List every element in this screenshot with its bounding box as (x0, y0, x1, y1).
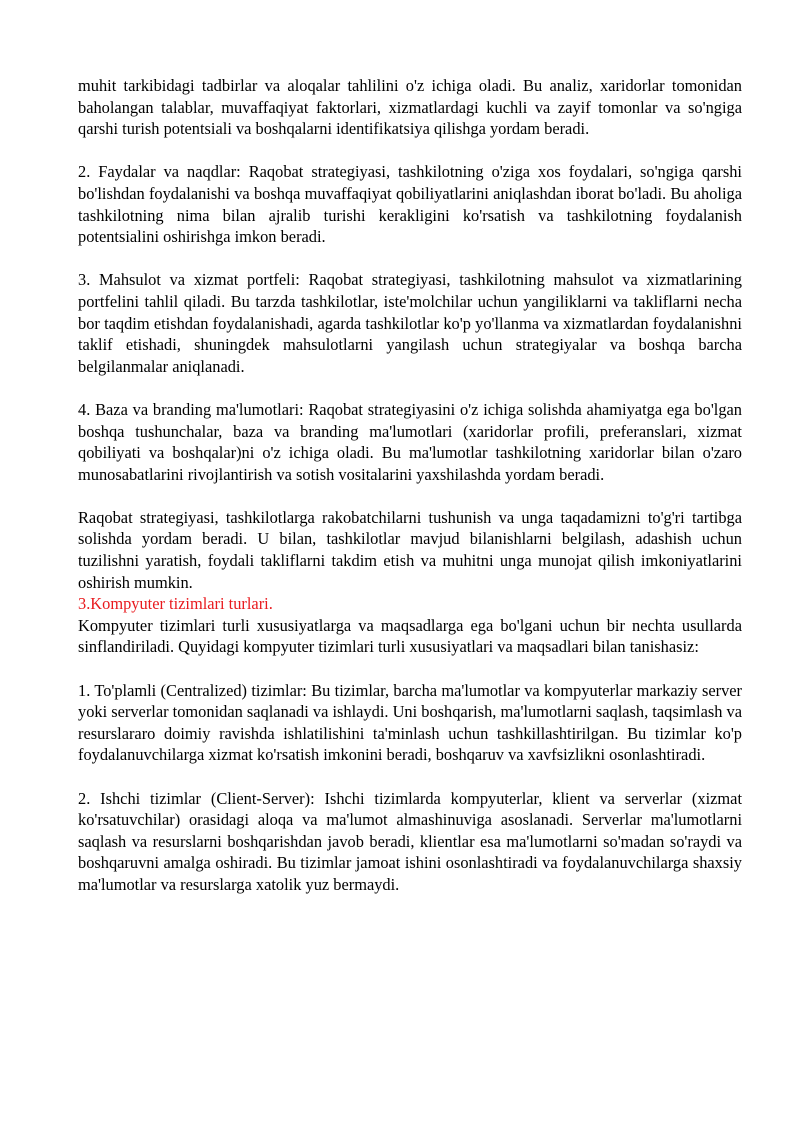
paragraph-strategy-summary: Raqobat strategiyasi, tashkilotlarga rakobatchilarni tushunish va unga taqadamizni to'g'ri tartibga solishda yordam beradi. U bilan, tashkilotlar mavjud bilanishlarni belgilash, adashish uchun tuzilishni yaratish, foydali takliflarni takdim etish va muhitni unga munojat qilish imkoniyatlarini oshirish mumkin. (78, 507, 742, 592)
paragraph-environment-analysis: muhit tarkibidagi tadbirlar va aloqalar tahlilini o'z ichiga oladi. Bu analiz, xaridorlar tomonidan baholangan talablar, muvaffaqiyat faktorlari, xizmatlardagi kuchli va zayif tomonlar va so'ngiga qarshi turish potentsiali va boshqalarni identifikatsiya qilishga yordam beradi. (78, 76, 742, 139)
paragraph-systems-intro: Kompyuter tizimlari turli xususiyatlarga va maqsadlarga ega bo'lgani uchun bir nechta usullarda sinflandiriladi. Quyidagi kompyuter tizimlari turli xususiyatlari va maqsadlari bilan tanishasiz: (78, 615, 742, 657)
paragraph-benefits: 2. Faydalar va naqdlar: Raqobat strategiyasi, tashkilotning o'ziga xos foydalari, so'ngiga qarshi bo'lishdan foydalanishi va boshqa muvaffaqiyat qobiliyatlarini aniqlashdan iborat bo'ladi. Bu aholiga tashkilotning nima bilan ajralib turishi kerakligini ko'rsatish va tashkilotning foydalanish potentsialini oshirishga imkon beradi. (78, 162, 742, 247)
paragraph-product-portfolio: 3. Mahsulot va xizmat portfeli: Raqobat strategiyasi, tashkilotning mahsulot va xizmatlarining portfelini tahlil qiladi. Bu tarzda tashkilotlar, iste'molchilar uchun yangiliklarni va takliflarni necha bor taqdim etishdan foydalanishadi, agarda tashkilotlar ko'p yo'llanma va xizmatlardan foydalanishni taklif etishadi, shuningdek mahsulotlarni yangilash uchun strategiyalar va boshqa barcha belgilanmalar aniqlanadi. (78, 270, 742, 376)
document-page (78, 75, 742, 896)
paragraph-client-server-systems: 2. Ishchi tizimlar (Client-Server): Ishchi tizimlarda kompyuterlar, klient va serverlar (xizmat ko'rsatuvchilar) orasidagi aloqa va ma'lumot almashinuviga asoslanadi. Serverlar ma'lumotlarni saqlash va resurslarni boshqarishdan javob beradi, klientlar esa ma'lumotlarni so'madan so'raydi va boshqaruvni amalga oshiradi. Bu tizimlar jamoat ishini osonlashtiradi va foydalanuvchilarga shaxsiy ma'lumotlar va resurslarga xatolik yuz bermaydi. (78, 788, 742, 894)
section-heading: 3.Kompyuter tizimlari turlari. (78, 594, 273, 614)
paragraph-branding: 4. Baza va branding ma'lumotlari: Raqobat strategiyasini o'z ichiga solishda ahamiyatga ega bo'lgan boshqa tushunchalar, baza va branding ma'lumotlari (xaridorlar profili, preferanslari, xizmat qobiliyati va boshqalar)ni o'z ichiga oladi. Bu ma'lumotlar tashkilotning xaridorlar bilan o'zaro munosabatlarini rivojlantirish va sotish vositalarini yaxshilashda yordam beradi. (78, 399, 742, 484)
paragraph-centralized-systems: 1. To'plamli (Centralized) tizimlar: Bu tizimlar, barcha ma'lumotlar va kompyuterlar markaziy server yoki serverlar tomonidan saqlanadi va ishlaydi. Uni boshqarish, ma'lumotlarni saqlash, taqsimlash va resurslararo doimiy ravishda ishlatilishini ta'minlash uchun tashkillashtirilgan. Bu tizimlar ko'p foydalanuvchilarga xizmat ko'rsatish imkonini beradi, boshqaruv va xavfsizlikni osonlashtiradi. (78, 680, 742, 765)
